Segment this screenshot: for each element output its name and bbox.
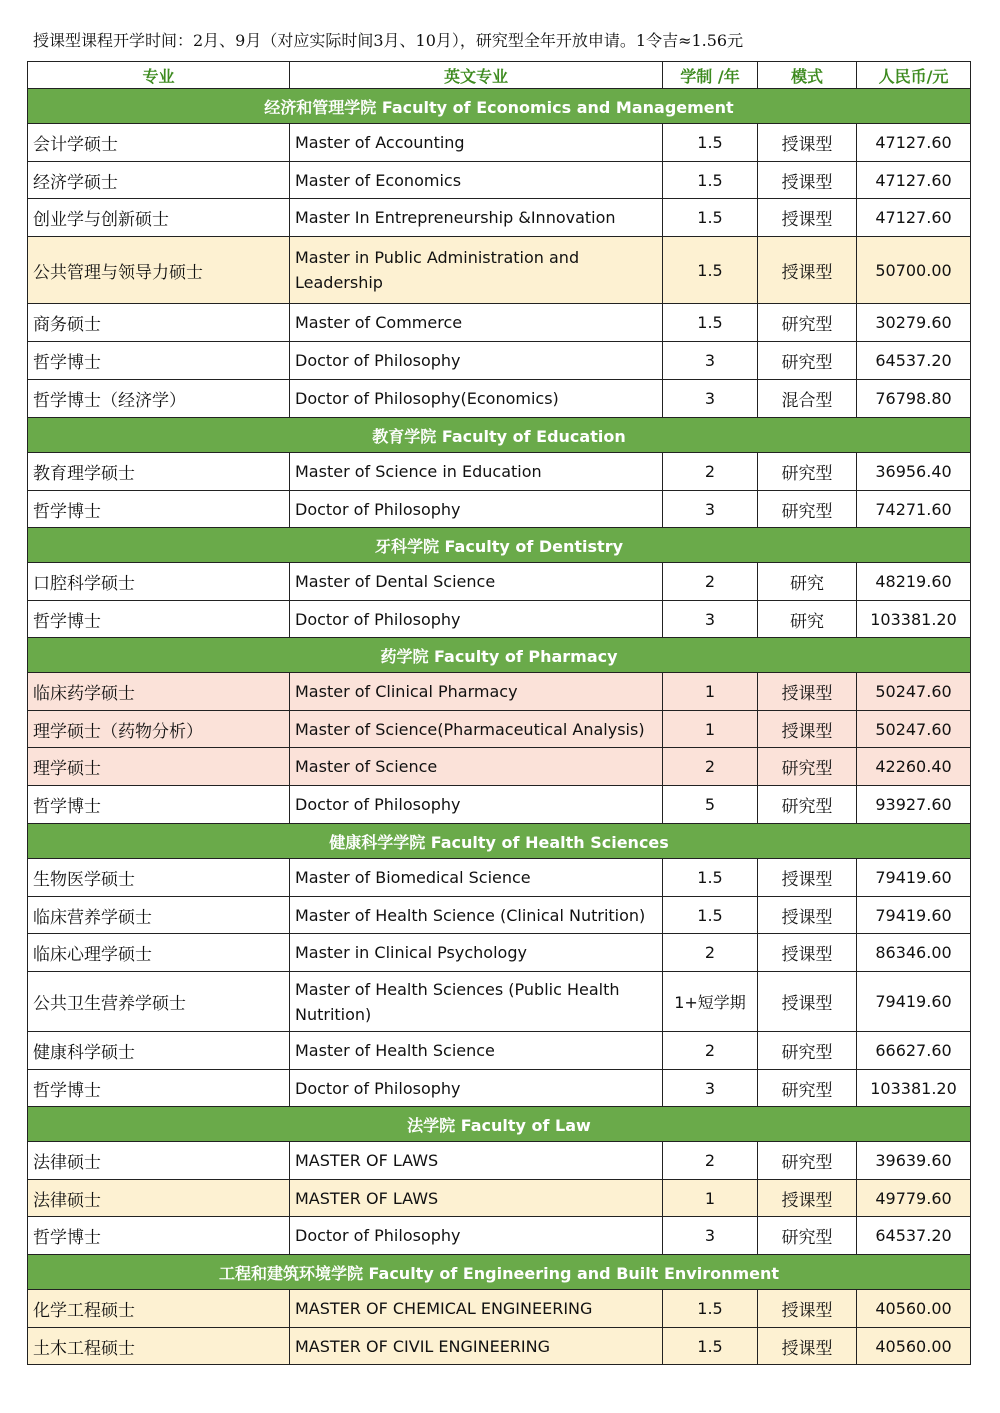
mode-cell: 研究型 [758, 491, 857, 528]
mode-cell: 授课型 [758, 972, 857, 1032]
table-row [28, 934, 971, 972]
program-en-cell: Master of Health Sciences (Public Health Nutrition) [290, 972, 663, 1032]
intake-note: 授课型课程开学时间：2月、9月（对应实际时间3月、10月），研究型全年开放申请。1令吉≈1.56元 [33, 31, 744, 50]
table-row [28, 1180, 971, 1217]
program-en-cell: Master in Clinical Psychology [290, 934, 663, 972]
duration-cell: 1.5 [663, 237, 758, 304]
faculty-header-row [28, 638, 971, 673]
program-cn-cell: 口腔科学硕士 [28, 563, 290, 601]
program-cn-cell: 哲学博士 [28, 491, 290, 528]
program-en-cell: Doctor of Philosophy [290, 491, 663, 528]
price-cell: 103381.20 [857, 1070, 971, 1107]
price-cell: 48219.60 [857, 563, 971, 601]
table-body [28, 89, 971, 1365]
table-header-row [28, 62, 971, 89]
price-cell: 50247.60 [857, 673, 971, 711]
header-price: 人民币/元 [857, 62, 971, 89]
program-en-cell: Master of Health Science (Clinical Nutrition) [290, 897, 663, 934]
program-cn-cell: 法律硕士 [28, 1180, 290, 1217]
price-cell: 36956.40 [857, 453, 971, 491]
mode-cell: 研究 [758, 601, 857, 638]
program-cn-cell: 理学硕士 [28, 748, 290, 786]
table-row [28, 859, 971, 897]
price-cell: 76798.80 [857, 380, 971, 418]
program-en-cell: MASTER OF LAWS [290, 1142, 663, 1180]
duration-cell: 1 [663, 711, 758, 748]
table-row [28, 304, 971, 342]
table-row [28, 237, 971, 304]
table-row [28, 897, 971, 934]
price-cell: 86346.00 [857, 934, 971, 972]
header-mode: 模式 [758, 62, 857, 89]
table-row [28, 491, 971, 528]
price-cell: 50247.60 [857, 711, 971, 748]
program-en-cell: Master In Entrepreneurship &Innovation [290, 199, 663, 237]
mode-cell: 研究型 [758, 786, 857, 824]
program-en-cell: Master in Public Administration and Leadership [290, 237, 663, 304]
program-cn-cell: 哲学博士 [28, 1217, 290, 1255]
price-cell: 40560.00 [857, 1328, 971, 1365]
price-cell: 79419.60 [857, 859, 971, 897]
price-cell: 64537.20 [857, 1217, 971, 1255]
duration-cell: 2 [663, 748, 758, 786]
mode-cell: 授课型 [758, 897, 857, 934]
table-row [28, 453, 971, 491]
table-row [28, 1217, 971, 1255]
header-en-program: 英文专业 [290, 62, 663, 89]
price-cell: 39639.60 [857, 1142, 971, 1180]
mode-cell: 研究型 [758, 1142, 857, 1180]
table-row [28, 972, 971, 1032]
program-en-cell: Master of Science(Pharmaceutical Analysis) [290, 711, 663, 748]
program-cn-cell: 临床药学硕士 [28, 673, 290, 711]
mode-cell: 授课型 [758, 1180, 857, 1217]
program-cn-cell: 临床营养学硕士 [28, 897, 290, 934]
program-en-cell: Master of Clinical Pharmacy [290, 673, 663, 711]
program-en-cell: Master of Health Science [290, 1032, 663, 1070]
table-row [28, 673, 971, 711]
program-cn-cell: 生物医学硕士 [28, 859, 290, 897]
table-row [28, 786, 971, 824]
program-cn-cell: 化学工程硕士 [28, 1290, 290, 1328]
duration-cell: 1.5 [663, 859, 758, 897]
faculty-header-row [28, 1255, 971, 1290]
mode-cell: 混合型 [758, 380, 857, 418]
program-en-cell: Master of Science [290, 748, 663, 786]
program-cn-cell: 创业学与创新硕士 [28, 199, 290, 237]
duration-cell: 1.5 [663, 162, 758, 199]
program-en-cell: Doctor of Philosophy [290, 601, 663, 638]
table-row [28, 601, 971, 638]
table-row [28, 199, 971, 237]
mode-cell: 授课型 [758, 1290, 857, 1328]
table-row [28, 1032, 971, 1070]
price-cell: 66627.60 [857, 1032, 971, 1070]
price-cell: 50700.00 [857, 237, 971, 304]
program-cn-cell: 商务硕士 [28, 304, 290, 342]
mode-cell: 授课型 [758, 199, 857, 237]
price-cell: 79419.60 [857, 897, 971, 934]
program-cn-cell: 哲学博士 [28, 601, 290, 638]
program-cn-cell: 哲学博士 [28, 342, 290, 380]
price-cell: 47127.60 [857, 199, 971, 237]
program-en-cell: MASTER OF CHEMICAL ENGINEERING [290, 1290, 663, 1328]
duration-cell: 2 [663, 1032, 758, 1070]
duration-cell: 1.5 [663, 1290, 758, 1328]
price-cell: 79419.60 [857, 972, 971, 1032]
duration-cell: 2 [663, 1142, 758, 1180]
table-row [28, 1290, 971, 1328]
program-en-cell: MASTER OF LAWS [290, 1180, 663, 1217]
price-cell: 49779.60 [857, 1180, 971, 1217]
price-cell: 47127.60 [857, 124, 971, 162]
table-row [28, 748, 971, 786]
duration-cell: 3 [663, 491, 758, 528]
duration-cell: 1.5 [663, 124, 758, 162]
program-cn-cell: 公共管理与领导力硕士 [28, 237, 290, 304]
duration-cell: 2 [663, 934, 758, 972]
duration-cell: 5 [663, 786, 758, 824]
mode-cell: 研究型 [758, 453, 857, 491]
mode-cell: 授课型 [758, 673, 857, 711]
duration-cell: 1.5 [663, 304, 758, 342]
duration-cell: 2 [663, 563, 758, 601]
duration-cell: 3 [663, 1217, 758, 1255]
table-row [28, 711, 971, 748]
table-row [28, 380, 971, 418]
program-en-cell: Doctor of Philosophy [290, 1070, 663, 1107]
price-cell: 47127.60 [857, 162, 971, 199]
program-en-cell: Master of Accounting [290, 124, 663, 162]
faculty-header-row [28, 528, 971, 563]
mode-cell: 授课型 [758, 237, 857, 304]
program-en-cell: Master of Commerce [290, 304, 663, 342]
mode-cell: 授课型 [758, 934, 857, 972]
mode-cell: 授课型 [758, 124, 857, 162]
program-en-cell: Doctor of Philosophy [290, 1217, 663, 1255]
mode-cell: 研究型 [758, 1217, 857, 1255]
faculty-name: 法学院 Faculty of Law [28, 1107, 971, 1142]
duration-cell: 1+短学期 [663, 972, 758, 1032]
mode-cell: 授课型 [758, 859, 857, 897]
mode-cell: 授课型 [758, 1328, 857, 1365]
faculty-name: 健康科学学院 Faculty of Health Sciences [28, 824, 971, 859]
faculty-header-row [28, 418, 971, 453]
header-years: 学制 /年 [663, 62, 758, 89]
mode-cell: 研究型 [758, 1032, 857, 1070]
price-cell: 42260.40 [857, 748, 971, 786]
program-en-cell: Doctor of Philosophy [290, 342, 663, 380]
duration-cell: 3 [663, 601, 758, 638]
mode-cell: 授课型 [758, 162, 857, 199]
faculty-header-row [28, 1107, 971, 1142]
program-cn-cell: 哲学博士（经济学） [28, 380, 290, 418]
price-cell: 103381.20 [857, 601, 971, 638]
faculty-header-row [28, 89, 971, 124]
program-cn-cell: 教育理学硕士 [28, 453, 290, 491]
duration-cell: 3 [663, 1070, 758, 1107]
program-en-cell: Master of Biomedical Science [290, 859, 663, 897]
program-cn-cell: 土木工程硕士 [28, 1328, 290, 1365]
faculty-name: 药学院 Faculty of Pharmacy [28, 638, 971, 673]
faculty-name: 教育学院 Faculty of Education [28, 418, 971, 453]
program-cn-cell: 会计学硕士 [28, 124, 290, 162]
program-cn-cell: 哲学博士 [28, 1070, 290, 1107]
table-row [28, 1328, 971, 1365]
duration-cell: 1.5 [663, 199, 758, 237]
price-cell: 74271.60 [857, 491, 971, 528]
faculty-header-row [28, 824, 971, 859]
program-cn-cell: 法律硕士 [28, 1142, 290, 1180]
mode-cell: 研究型 [758, 342, 857, 380]
faculty-name: 牙科学院 Faculty of Dentistry [28, 528, 971, 563]
program-fee-table [27, 61, 971, 1365]
program-cn-cell: 理学硕士（药物分析） [28, 711, 290, 748]
table-row [28, 563, 971, 601]
table-row [28, 162, 971, 199]
mode-cell: 研究 [758, 563, 857, 601]
program-en-cell: Doctor of Philosophy(Economics) [290, 380, 663, 418]
duration-cell: 3 [663, 380, 758, 418]
duration-cell: 3 [663, 342, 758, 380]
mode-cell: 授课型 [758, 711, 857, 748]
duration-cell: 1 [663, 1180, 758, 1217]
program-cn-cell: 公共卫生营养学硕士 [28, 972, 290, 1032]
price-cell: 93927.60 [857, 786, 971, 824]
header-cn-program: 专业 [28, 62, 290, 89]
table-row [28, 1142, 971, 1180]
mode-cell: 研究型 [758, 748, 857, 786]
program-cn-cell: 临床心理学硕士 [28, 934, 290, 972]
mode-cell: 研究型 [758, 1070, 857, 1107]
duration-cell: 1.5 [663, 897, 758, 934]
table-row [28, 342, 971, 380]
duration-cell: 1 [663, 673, 758, 711]
table-row [28, 124, 971, 162]
program-en-cell: Master of Dental Science [290, 563, 663, 601]
price-cell: 64537.20 [857, 342, 971, 380]
faculty-name: 经济和管理学院 Faculty of Economics and Management [28, 89, 971, 124]
program-cn-cell: 经济学硕士 [28, 162, 290, 199]
table-row [28, 1070, 971, 1107]
faculty-name: 工程和建筑环境学院 Faculty of Engineering and Built Environment [28, 1255, 971, 1290]
program-en-cell: Master of Economics [290, 162, 663, 199]
program-cn-cell: 哲学博士 [28, 786, 290, 824]
price-cell: 40560.00 [857, 1290, 971, 1328]
program-cn-cell: 健康科学硕士 [28, 1032, 290, 1070]
program-en-cell: Master of Science in Education [290, 453, 663, 491]
price-cell: 30279.60 [857, 304, 971, 342]
program-en-cell: Doctor of Philosophy [290, 786, 663, 824]
mode-cell: 研究型 [758, 304, 857, 342]
duration-cell: 2 [663, 453, 758, 491]
duration-cell: 1.5 [663, 1328, 758, 1365]
program-en-cell: MASTER OF CIVIL ENGINEERING [290, 1328, 663, 1365]
